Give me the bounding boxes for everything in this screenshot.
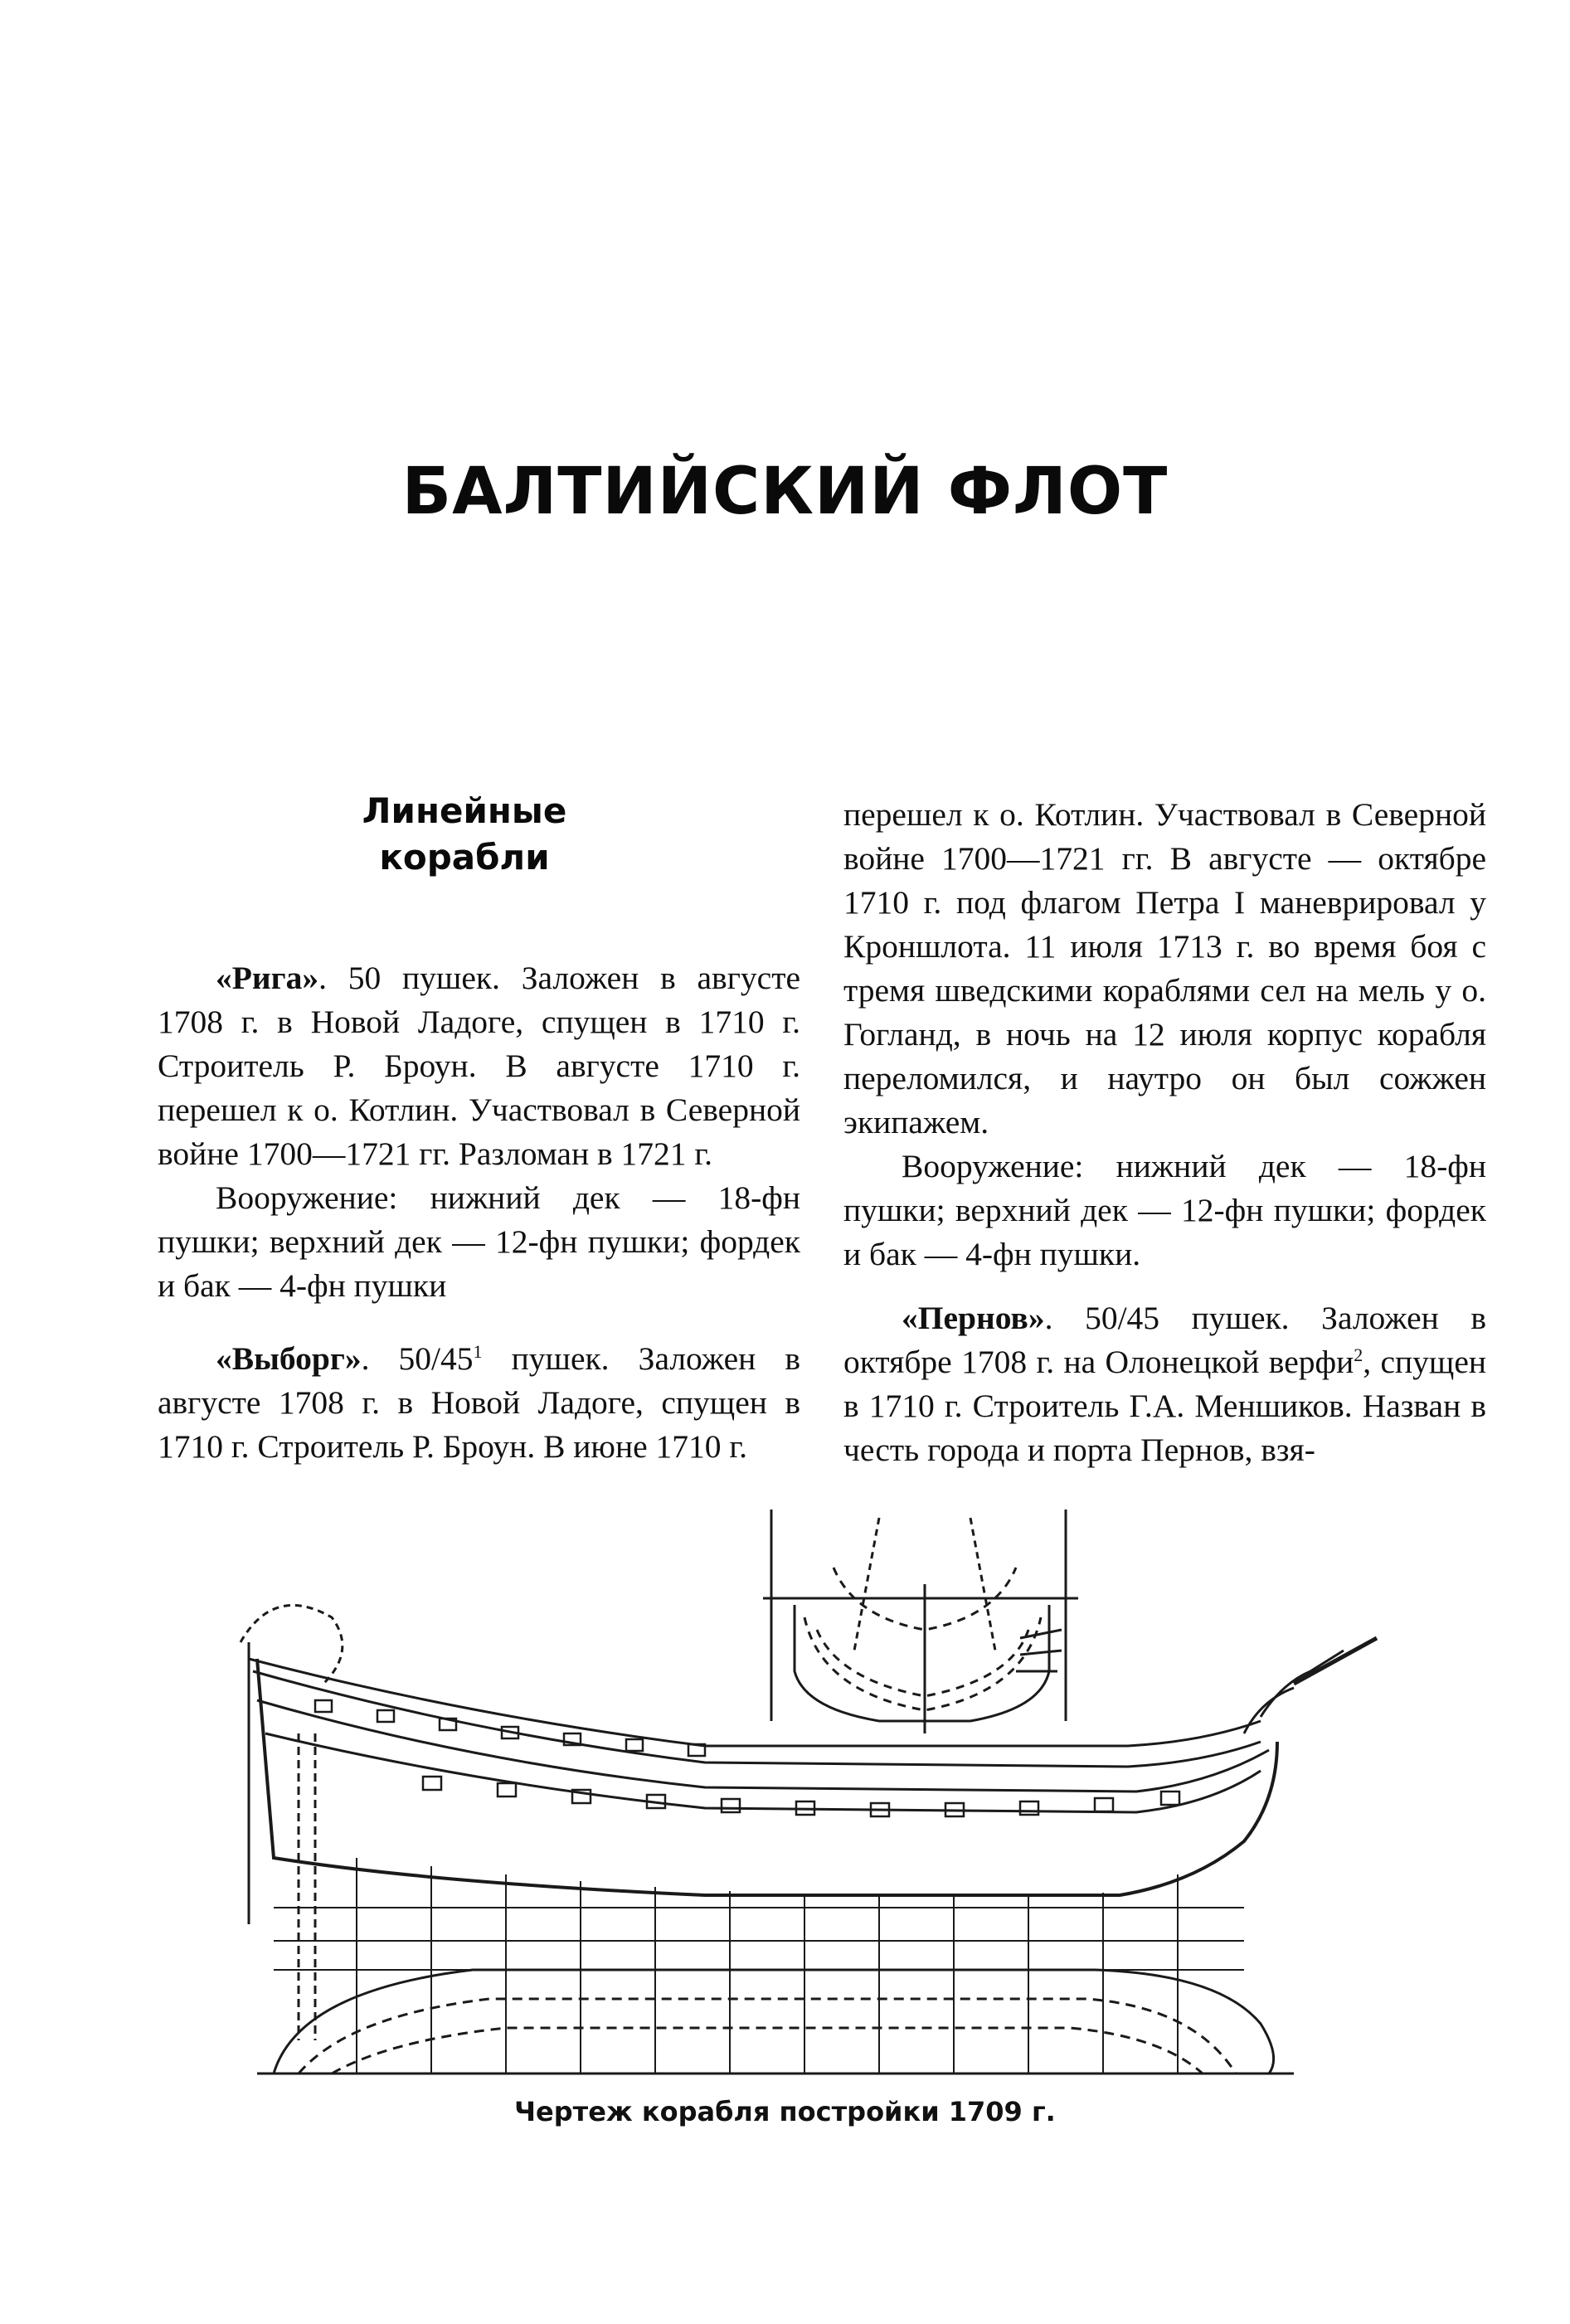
vyborg-ship-name: «Выборг» xyxy=(216,1340,362,1377)
vyborg-description: пушек. Заложен в августе 1708 г. в Новой Ладоге, спущен в 1710 г. Строитель Р. Броун. В июне 1710 г. xyxy=(158,1340,801,1465)
section-heading-line1: Линейные xyxy=(362,790,567,831)
ship-drawing-figure xyxy=(224,1493,1418,2090)
vyborg-armament: Вооружение: нижний дек — 18-фн пушки; верхний дек — 12-фн пушки; фордек и бак — 4-фн пушки. xyxy=(843,1148,1486,1272)
riga-description: . 50 пушек. Заложен в августе 1708 г. в Новой Ладоге, спущен в 1710 г. Строитель Р. Броун. В августе 1710 г. перешел к о. Котлин. Участвовал в Северной войне 1700—1721 гг. Разломан в 1721 г. xyxy=(158,960,800,1172)
pernov-description-part2: , спущен в 1710 г. Строитель Г.А. Меншиков. Назван в честь города и порта Пернов, взя- xyxy=(843,1344,1486,1468)
half-breadth-plan xyxy=(257,1970,1294,2074)
footnote-marker-1: 1 xyxy=(473,1340,483,1362)
riga-ship-name: «Рига» xyxy=(216,960,319,996)
right-column xyxy=(843,793,1486,1472)
section-heading-line2: корабли xyxy=(379,837,550,878)
pernov-paragraph xyxy=(843,1296,1486,1472)
section-heading xyxy=(315,788,614,881)
pernov-description-part1: . 50/45 пушек. Заложен в октябре 1708 г. на Олонецкой верфи xyxy=(843,1300,1486,1380)
station-lines xyxy=(357,1858,1178,2074)
riga-armament: Вооружение: нижний дек — 18-фн пушки; верхний дек — 12-фн пушки; фордек и бак — 4-фн пушки xyxy=(158,1179,800,1304)
gun-ports xyxy=(315,1700,1179,1816)
left-column xyxy=(158,956,800,1469)
page-title: БАЛТИЙСКИЙ ФЛОТ xyxy=(401,455,1169,529)
pernov-ship-name: «Пернов» xyxy=(902,1300,1045,1336)
waterlines xyxy=(274,1908,1244,1970)
ship-drawing xyxy=(224,1493,1418,2090)
riga-paragraph xyxy=(158,956,800,1176)
footnote-marker-2: 2 xyxy=(1354,1344,1363,1365)
vyborg-paragraph xyxy=(158,1337,800,1469)
sheer-plan-hull xyxy=(241,1605,1377,2040)
body-plan-section xyxy=(763,1510,1078,1733)
figure-caption: Чертеж корабля постройки 1709 г. xyxy=(514,2096,1056,2127)
vyborg-continuation: перешел к о. Котлин. Участвовал в Северной войне 1700—1721 гг. В августе — октябре 1710 г. под флагом Петра I маневрировал у Кроншлота. 11 июля 1713 г. во время боя с тремя шведскими кораблями сел на мель у о. Гогланд, в ночь на 12 июля корпус корабля переломился, и наутро он был сожжен экипажем. xyxy=(843,796,1486,1140)
vyborg-guns: . 50/45 xyxy=(361,1340,474,1377)
